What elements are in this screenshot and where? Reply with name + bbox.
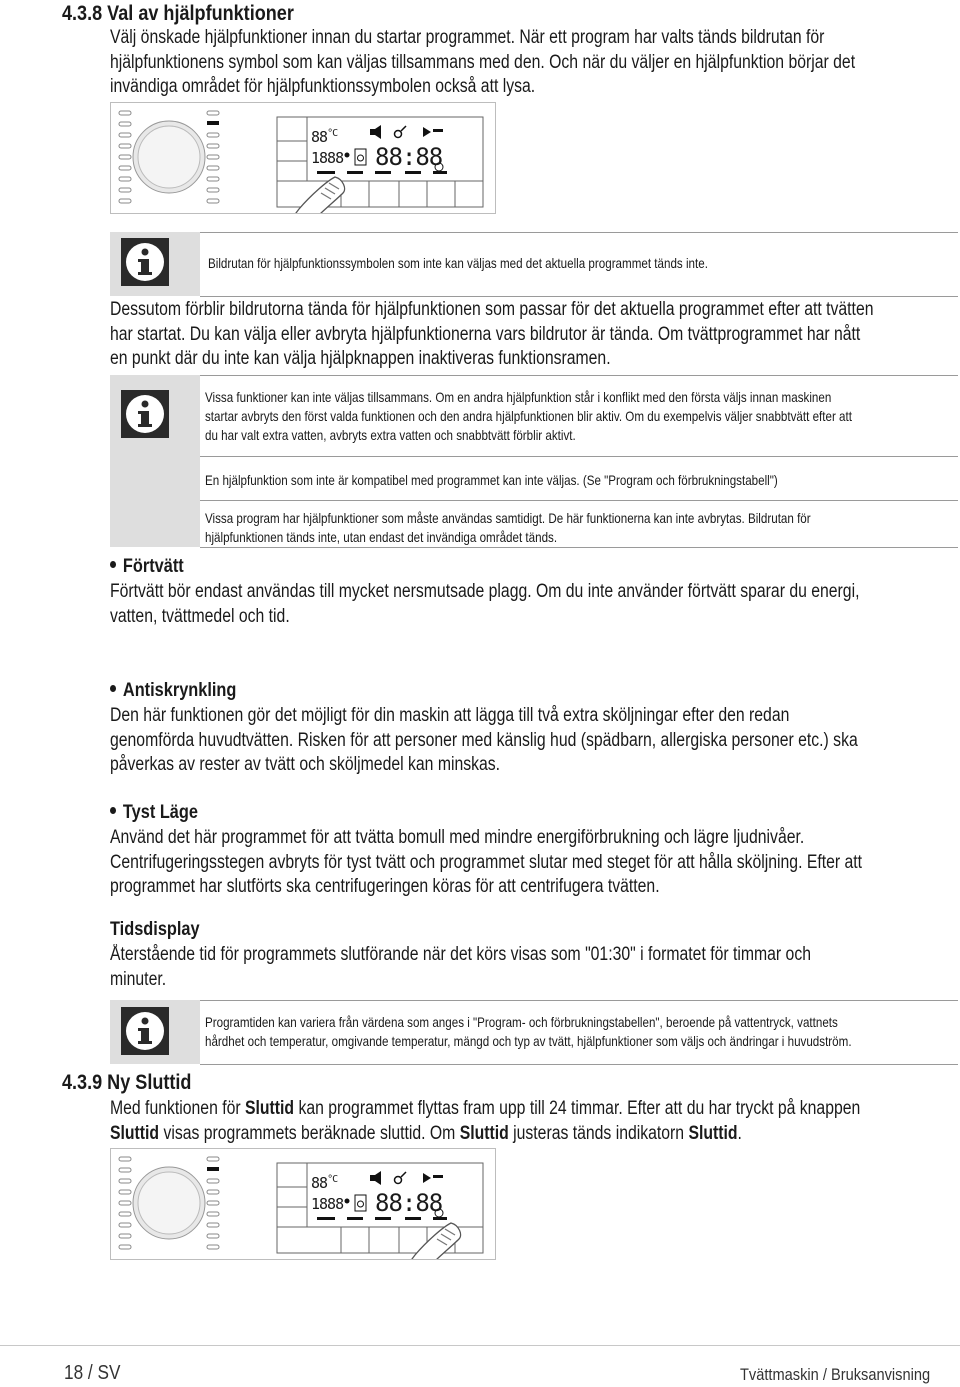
- intro-paragraph: [110, 26, 855, 100]
- note-line: hårdhet och temperatur, omgivande temperatur, mängd och typ av tvätt, hjälpfunktioner som väljs och ändringar i huvudström.: [205, 1033, 852, 1049]
- bullet-icon: [110, 685, 116, 692]
- bullet-icon: [110, 807, 116, 814]
- paragraph-line: Förtvätt bör endast användas till mycket nersmutsade plagg. Om du inte använder förtvätt sparar du energi,: [110, 581, 860, 602]
- page-number: 18 / SV: [64, 1362, 121, 1384]
- tidsdisplay-paragraph: [110, 943, 811, 992]
- paragraph-line: genomförda huvudtvätten. Risken för att personer med känslig hud (spädbarn, allergiska personer etc.) ska: [110, 729, 858, 751]
- info-note-3: [205, 1013, 852, 1051]
- note-line: du har valt extra vatten, avbryts extra vatten och snabbtvätt förblir aktivt.: [205, 427, 576, 443]
- bullet-icon: [110, 561, 116, 568]
- info-note-1: Bildrutan för hjälpfunktionssymbolen som inte kan väljas med det aktuella programmet tänds inte.: [208, 255, 708, 271]
- paragraph-line: programmet har slutförts ska centrifugeringen köras för att centrifugera tvätten.: [110, 876, 660, 897]
- divider: [200, 296, 958, 297]
- subheading-antiskrynkling: Antiskrynkling: [110, 680, 236, 702]
- paragraph-line: minuter.: [110, 968, 167, 990]
- paragraph-line: Med funktionen för Sluttid kan programmet flyttas fram upp till 24 timmar. Efter att du har tryckt på knappen: [110, 1098, 861, 1119]
- info-note-2a: [205, 388, 852, 445]
- paragraph-line: vatten, tvättmedel och tid.: [110, 605, 290, 627]
- display-spin: 1888: [311, 1195, 344, 1213]
- note-line: Programtiden kan variera från värdena som anges i "Program- och förbrukningstabellen", beroende på vattentryck, vattnets: [205, 1014, 838, 1030]
- paragraph-line: en punkt där du inte kan välja hjälpknappen inaktiveras funktionsramen.: [110, 348, 611, 369]
- display-temp: $88^{^\circ C}$: [311, 1174, 338, 1192]
- footer-divider: [0, 1345, 960, 1346]
- subheading-tidsdisplay: Tidsdisplay: [110, 919, 200, 940]
- info-icon: [121, 390, 169, 438]
- sluttid-paragraph: [110, 1097, 860, 1146]
- paragraph-line: har startat. Du kan välja eller avbryta hjälpfunktionerna vars bildrutor är tända. Om tvättprogrammet har nått: [110, 323, 861, 345]
- intro-line: Välj önskade hjälpfunktioner innan du startar programmet. När ett program har valts tänds bildrutan för: [110, 27, 825, 48]
- tyst-paragraph: [110, 826, 862, 900]
- divider: [200, 1000, 958, 1001]
- divider: [200, 232, 958, 233]
- divider: [200, 375, 958, 376]
- subheading-fortvatt: Förtvätt: [110, 556, 184, 578]
- info-note-2b: En hjälpfunktion som inte är kompatibel med programmet kan inte väljas. (Se "Program och förbrukningstabell"): [205, 472, 778, 488]
- note-line: Vissa program har hjälpfunktioner som måste användas samtidigt. De här funktionerna kan inte avbrytas. Bildrutan för: [205, 510, 811, 526]
- intro-line: invändiga området för hjälpfunktionssymbolen också att lysa.: [110, 76, 536, 97]
- paragraph-line: Återstående tid för programmets slutförande när det körs visas som "01:30" i formatet för timmar och: [110, 944, 811, 965]
- section-title-4-3-9: 4.3.9 Ny Sluttid: [62, 1071, 192, 1094]
- subheading-tyst-lage: Tyst Läge: [110, 802, 198, 824]
- fortvatt-paragraph: [110, 580, 859, 629]
- section-title-4-3-8: 4.3.8 Val av hjälpfunktioner: [62, 2, 294, 25]
- display-spin: 1888: [311, 149, 344, 167]
- document-title: Tvättmaskin / Bruksanvisning: [739, 1365, 930, 1384]
- divider: [200, 1064, 958, 1065]
- antiskrynkling-paragraph: [110, 704, 858, 778]
- note-line: Vissa funktioner kan inte väljas tillsammans. Om en andra hjälpfunktion står i konflikt med den första väljs innan maskinen: [205, 389, 832, 405]
- display-temp: $88^{^\circ C}$: [311, 128, 338, 146]
- paragraph-line: påverkas av rester av tvätt och sköljmedel kan minskas.: [110, 754, 501, 775]
- control-panel-illustration: [110, 1148, 496, 1260]
- info-icon: [121, 238, 169, 286]
- divider: [200, 547, 958, 548]
- intro-line: hjälpfunktionens symbol som kan väljas tillsammans med den. Och när du väljer en hjälpfunktion börjar det: [110, 51, 856, 73]
- control-panel-illustration: [110, 102, 496, 214]
- display-time: 88:88: [375, 1189, 443, 1217]
- note-line: startar avbryts den först valda funktionen och den andra hjälpfunktionen blir aktiv. Om du exempelvis väljer snabbtvätt efter att: [205, 408, 852, 424]
- info-icon: [121, 1007, 169, 1055]
- divider: [200, 456, 958, 457]
- paragraph-line: Dessutom förblir bildrutorna tända för hjälpfunktionen som passar för det aktuella programmet efter att tvätten: [110, 299, 874, 320]
- paragraph-2: [110, 298, 873, 372]
- paragraph-line: Sluttid visas programmets beräknade sluttid. Om Sluttid justeras tänds indikatorn Sluttid.: [110, 1122, 742, 1144]
- display-time: 88:88: [375, 143, 443, 171]
- note-line: hjälpfunktionen tänds inte, utan endast det invändiga området tänds.: [205, 529, 558, 545]
- paragraph-line: Den här funktionen gör det möjligt för din maskin att lägga till två extra sköljningar efter den redan: [110, 705, 790, 726]
- paragraph-line: Centrifugeringsstegen avbryts för tyst tvätt och programmet slutar med steget för att hålla sköljning. Efter att: [110, 851, 863, 873]
- divider: [200, 500, 958, 501]
- info-note-2c: [205, 509, 811, 547]
- paragraph-line: Använd det här programmet för att tvätta bomull med mindre energiförbrukning och lägre ljudnivåer.: [110, 827, 805, 848]
